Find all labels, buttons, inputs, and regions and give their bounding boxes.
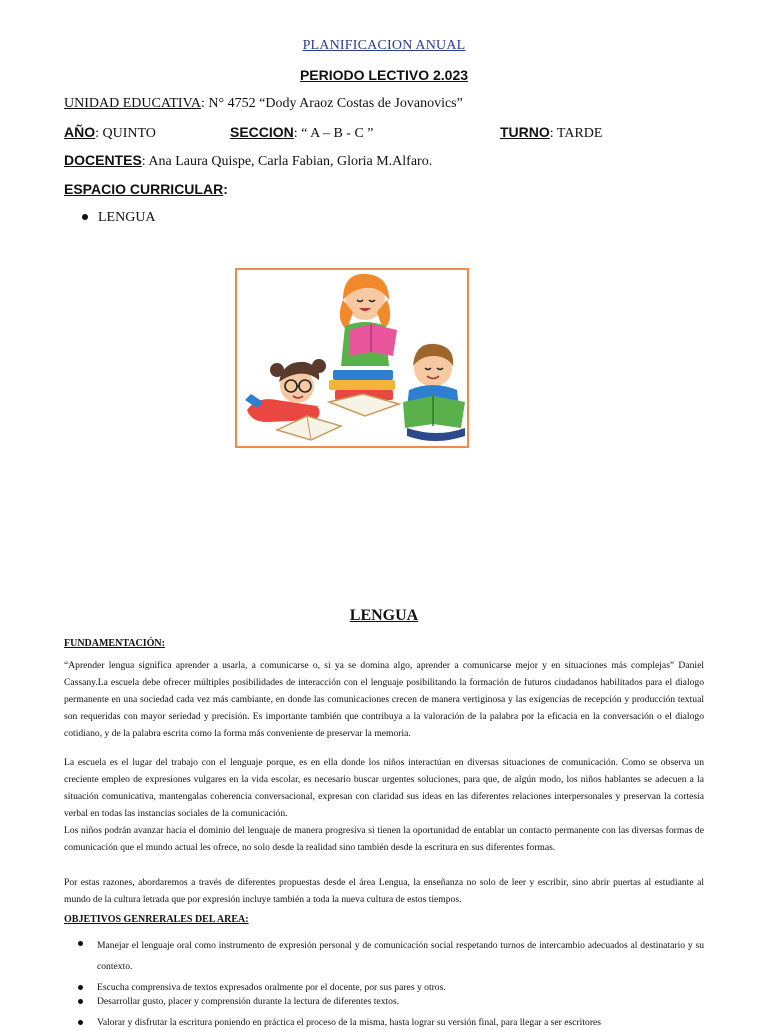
turno-value: : TARDE bbox=[549, 126, 603, 141]
unidad-label: UNIDAD EDUCATIVA bbox=[64, 96, 202, 111]
fundamentacion-label: FUNDAMENTACIÓN: bbox=[64, 638, 165, 649]
seccion-value: : “ A – B - C ” bbox=[293, 126, 374, 141]
espacio-curricular-line bbox=[64, 181, 228, 197]
docentes-line bbox=[64, 152, 432, 170]
girl-lying-figure bbox=[245, 359, 326, 422]
docentes-label: DOCENTES bbox=[64, 152, 142, 168]
list-item: Escucha comprensiva de textos expresados oralmente por el docente, por sus pares y otros. bbox=[78, 981, 704, 995]
fundamentacion-paragraph-3: Los niños podrán avanzar hacia el dominio del lenguaje de manera progresiva si tienen la oportunidad de entablar un contacto permanente con las diversas formas de comunicación que el mundo actual les ofrece, no solo desde la realidad sino también desde la escritura en sus diferentes formas. bbox=[64, 825, 704, 853]
bullet-icon bbox=[78, 999, 83, 1004]
bullet-icon bbox=[78, 941, 83, 946]
bullet-icon bbox=[78, 1020, 83, 1025]
children-reading-image bbox=[237, 270, 467, 446]
children-reading-illustration bbox=[235, 268, 469, 448]
unidad-value: : N° 4752 “Dody Araoz Costas de Jovanovics” bbox=[201, 96, 463, 111]
page-title: PLANIFICACION ANUAL bbox=[302, 38, 466, 53]
list-item: Manejar el lenguaje oral como instrumento de expresión personal y de comunicación social respetando turnos de intercambio adecuados al destinatario y su contexto. bbox=[78, 935, 704, 977]
periodo-lectivo: PERIODO LECTIVO 2.023 bbox=[299, 67, 469, 83]
bullet-icon bbox=[78, 985, 83, 990]
objetivos-label: OBJETIVOS GENRERALES DEL AREA: bbox=[64, 914, 249, 925]
espacio-label: ESPACIO CURRICULAR bbox=[64, 181, 224, 197]
unidad-educativa-line bbox=[64, 96, 463, 112]
objetivos-list bbox=[78, 935, 704, 1030]
book-stack bbox=[329, 370, 399, 416]
bullet-icon bbox=[82, 214, 88, 220]
fundamentacion-paragraph-4: Por estas razones, abordaremos a través de diferentes propuestas desde el área Lengua, la enseñanza no solo de leer y escribir, sino abrir puertas al estudiante al mundo de la cultura letrada que por expresión incluye también a toda la nueva cultura de estos tiempos. bbox=[64, 877, 704, 905]
fundamentacion-paragraph-2: La escuela es el lugar del trabajo con el lenguaje porque, es en ella donde los niños interactúan en diversas situaciones de comunicación. Como se observa un creciente empleo de expresiones vulgares en la vida escolar, es necesario buscar urgentes soluciones, para que, de algún modo, los niños hablantes se adecuen a la situación comunicativa, mantengalas coherencia conversacional, expresan con claridad sus ideas en las diferentes relaciones interpersonales y preservan la cortesía verbal en todas las instancias sociales de la comunicación. bbox=[64, 757, 704, 819]
list-item: Desarrollar gusto, placer y comprensión durante la lectura de diferentes textos. bbox=[78, 995, 704, 1009]
seccion-label: SECCION bbox=[230, 124, 294, 140]
boy-reading-figure bbox=[403, 344, 465, 441]
ano-label: AÑO bbox=[64, 124, 96, 140]
espacio-list-item bbox=[82, 210, 156, 226]
lengua-heading: LENGUA bbox=[349, 607, 419, 624]
ano-value: : QUINTO bbox=[95, 126, 156, 141]
fundamentacion-paragraph-1: “Aprender lengua significa aprender a usarla, a comunicarse o, si ya se domina algo, aprender a comunicarse mejor y en situaciones más complejas” Daniel Cassany.La escuela debe ofrecer múltiples posibilidades de interacción con el lenguaje posibilitando la formación de futuros ciudadanos habilitados para el dialogo permanente en una sociedad cada vez más cambiante, en donde las comunicaciones crecen de manera vertiginosa y las exigencias de recepción y producción textual son requeridas con mayor seriedad y precisión. Es importante también que contribuya a la valoración de la palabra por la eficacia en la conversación o el dialogo cotidiano, y de la palabra escrita como la forma más conveniente de preservar la memoria. bbox=[64, 660, 704, 739]
docentes-value: : Ana Laura Quispe, Carla Fabian, Gloria M.Alfaro. bbox=[141, 154, 433, 169]
list-item: Valorar y disfrutar la escritura poniendo en práctica el proceso de la misma, hasta lograr su versión final, para llegar a ser escritores bbox=[78, 1016, 704, 1030]
espacio-item-lengua: LENGUA bbox=[98, 210, 156, 225]
espacio-colon: : bbox=[223, 181, 228, 197]
girl-sitting-figure bbox=[340, 274, 397, 366]
turno-label: TURNO bbox=[500, 124, 550, 140]
